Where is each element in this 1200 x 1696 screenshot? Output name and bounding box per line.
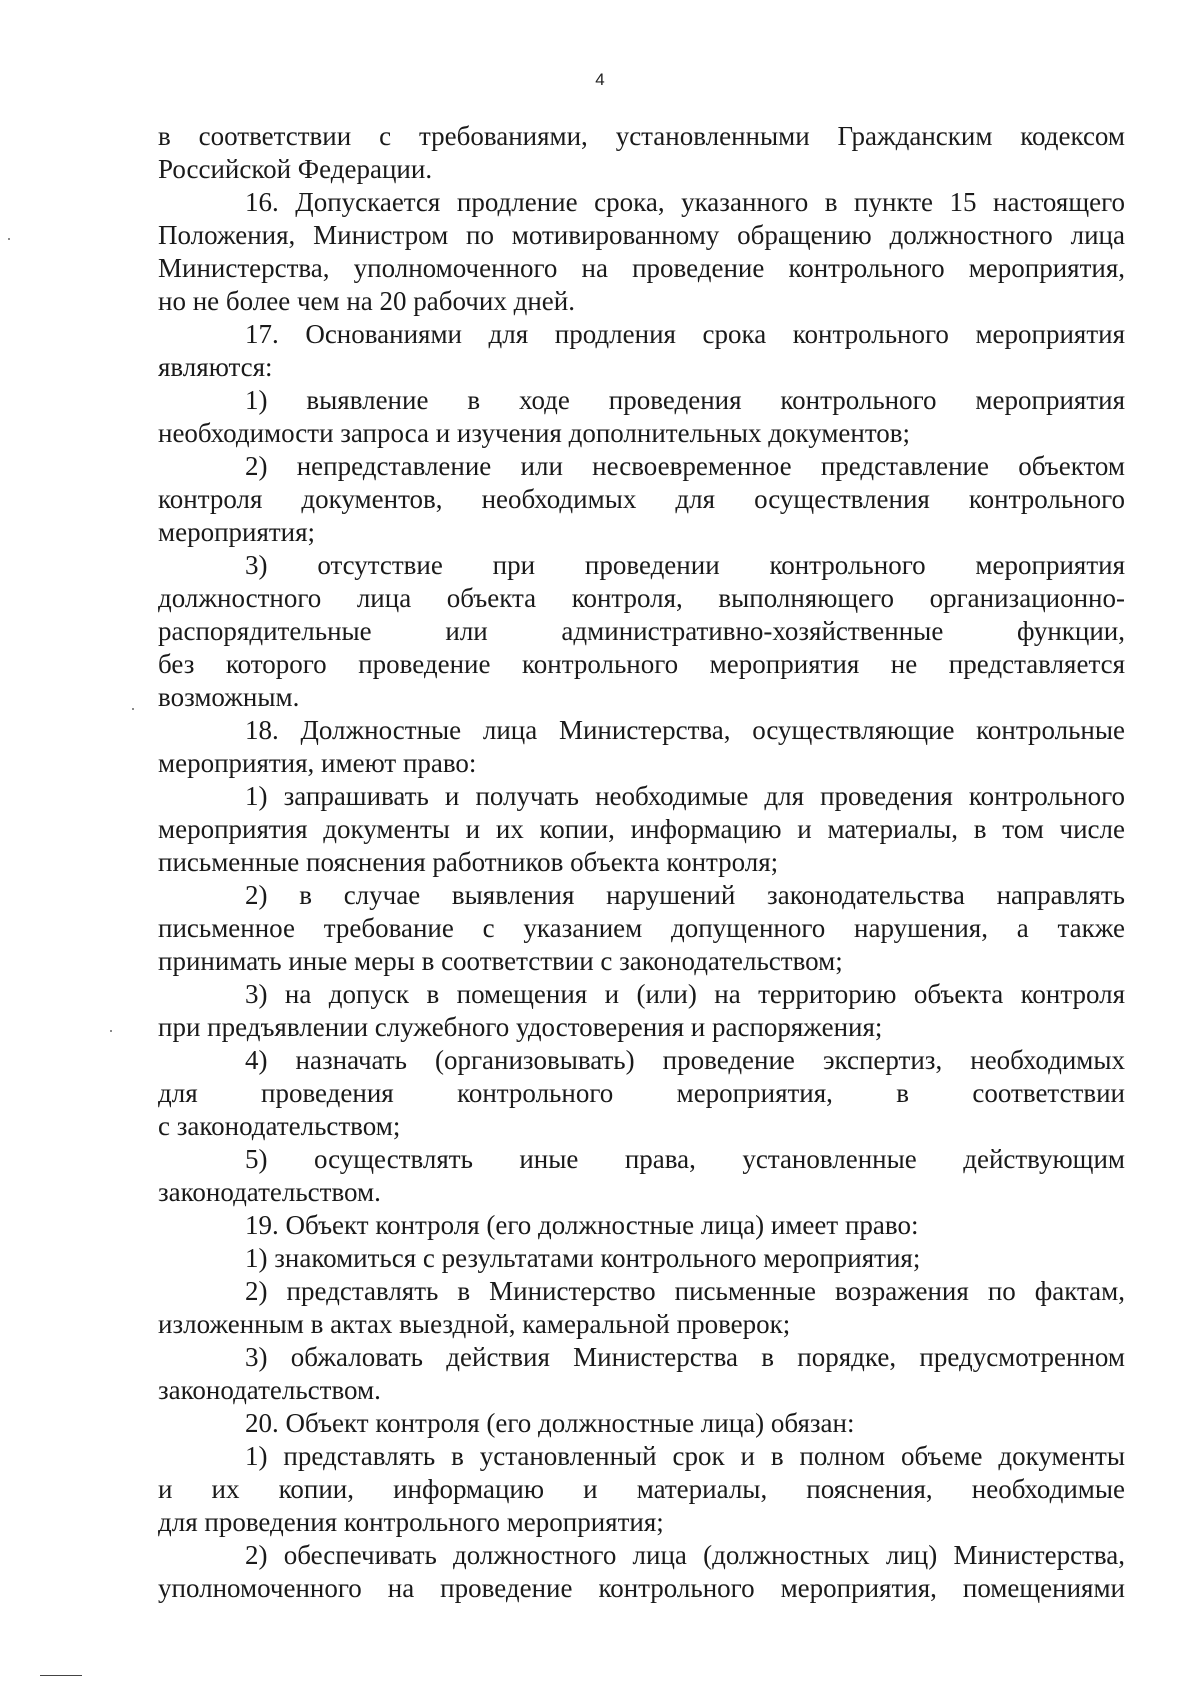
text-line: 1) знакомиться с результатами контрольного мероприятия; [245,1243,921,1273]
text-line: Российской Федерации. [158,154,433,184]
page-number: 4 [595,70,605,89]
text-line: для проведения контрольного мероприятия, в соответствии [158,1078,1125,1108]
text-line: 16. Допускается продление срока, указанного в пункте 15 настоящего [245,187,1125,217]
text-line: 17. Основаниями для продления срока контрольного мероприятия [245,319,1125,349]
text-line: необходимости запроса и изучения дополнительных документов; [158,418,911,448]
text-line: 19. Объект контроля (его должностные лица) имеет право: [245,1210,919,1240]
text-line: мероприятия; [158,517,316,547]
text-line: письменное требование с указанием допущенного нарушения, а также [158,913,1125,943]
text-line: в соответствии с требованиями, установленными Гражданским кодексом [158,121,1125,151]
text-line: 4) назначать (организовывать) проведение экспертиз, необходимых [245,1045,1125,1075]
text-line: изложенным в актах выездной, камеральной проверок; [158,1309,791,1339]
text-line: и их копии, информацию и материалы, пояснения, необходимые [158,1474,1125,1504]
scan-mark [110,1030,112,1032]
text-line: принимать иные меры в соответствии с законодательством; [158,946,843,976]
text-line: 18. Должностные лица Министерства, осуществляющие контрольные [245,715,1125,745]
scan-mark [132,708,134,710]
text-line: мероприятия документы и их копии, информацию и материалы, в том числе [158,814,1125,844]
text-line: с законодательством; [158,1111,401,1141]
text-line: 20. Объект контроля (его должностные лица) обязан: [245,1408,855,1438]
text-line: 2) обеспечивать должностного лица (должностных лиц) Министерства, [245,1540,1125,1570]
text-line: 1) представлять в установленный срок и в полном объеме документы [245,1441,1125,1471]
text-line: письменные пояснения работников объекта контроля; [158,847,779,877]
text-line: уполномоченного на проведение контрольного мероприятия, помещениями [158,1573,1125,1603]
text-line: мероприятия, имеют право: [158,748,477,778]
text-line: 1) выявление в ходе проведения контрольного мероприятия [245,385,1125,415]
text-line: контроля документов, необходимых для осуществления контрольного [158,484,1125,514]
text-line: законодательством. [158,1177,381,1207]
document-body [158,120,1125,1605]
text-line: должностного лица объекта контроля, выполняющего организационно- [158,583,1125,613]
text-line: 2) представлять в Министерство письменные возражения по фактам, [245,1276,1125,1306]
text-line: 3) отсутствие при проведении контрольного мероприятия [245,550,1125,580]
text-line: являются: [158,352,273,382]
footer-rule [40,1675,82,1676]
text-line: 2) непредставление или несвоевременное представление объектом [245,451,1125,481]
text-line: при предъявлении служебного удостоверения и распоряжения; [158,1012,883,1042]
text-line: без которого проведение контрольного мероприятия не представляется [158,649,1125,679]
text-line: 2) в случае выявления нарушений законодательства направлять [245,880,1125,910]
text-line: 5) осуществлять иные права, установленные действующим [245,1144,1125,1174]
text-line: возможным. [158,682,300,712]
text-line: Положения, Министром по мотивированному обращению должностного лица [158,220,1125,250]
text-line: 3) обжаловать действия Министерства в порядке, предусмотренном [245,1342,1125,1372]
text-line: 1) запрашивать и получать необходимые для проведения контрольного [245,781,1125,811]
text-line: для проведения контрольного мероприятия; [158,1507,664,1537]
scan-mark [8,238,10,240]
text-line: Министерства, уполномоченного на проведение контрольного мероприятия, [158,253,1125,283]
text-line: но не более чем на 20 рабочих дней. [158,286,575,316]
text-line: распорядительные или административно-хозяйственные функции, [158,616,1125,646]
text-line: законодательством. [158,1375,381,1405]
text-line: 3) на допуск в помещения и (или) на территорию объекта контроля [245,979,1125,1009]
